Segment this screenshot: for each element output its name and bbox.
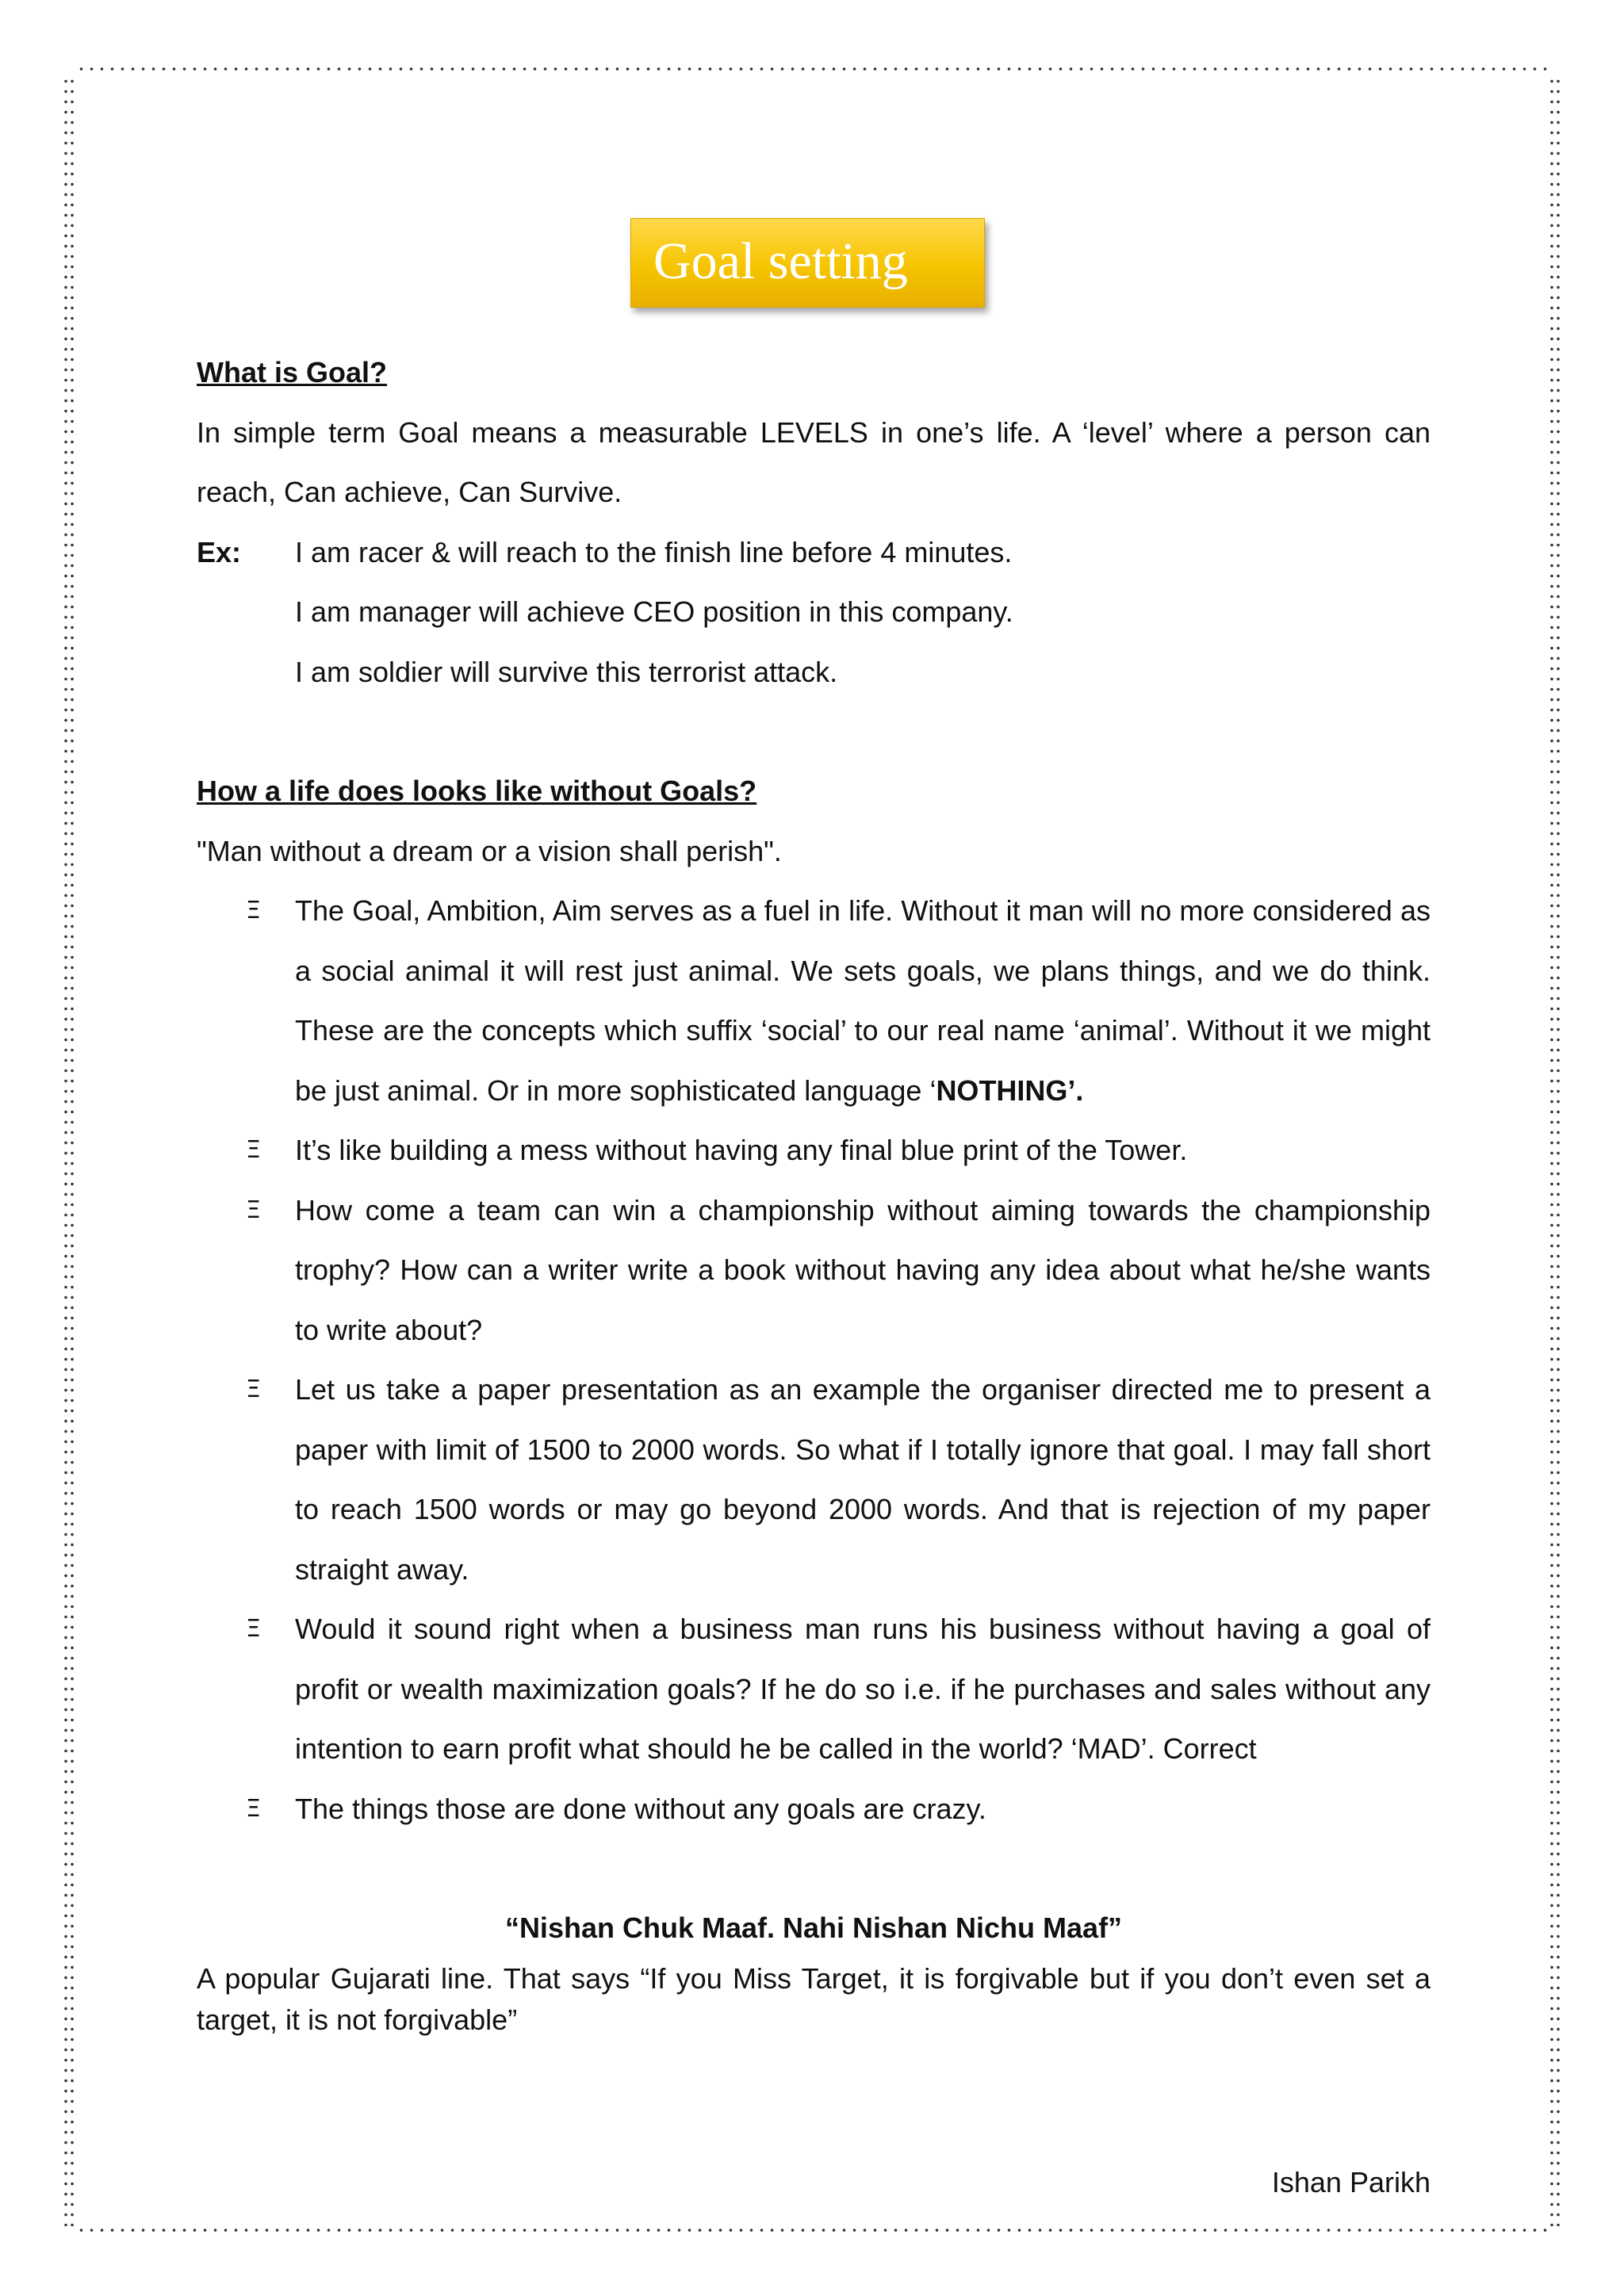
xi-bullet-icon: Ξ <box>246 1376 261 1403</box>
section-heading-life-without-goals: How a life does looks like without Goals? <box>197 775 757 807</box>
page-border-bottom <box>76 2226 1548 2234</box>
xi-bullet-icon: Ξ <box>246 897 261 924</box>
list-item-text: How come a team can win a championship without aiming towards the championship trophy? How can a writer write a book without having any idea about what he/she wants to write about? <box>295 1193 1431 1346</box>
list-item <box>197 1779 1431 1839</box>
xi-bullet-icon: Ξ <box>246 1196 261 1224</box>
list-item <box>197 1181 1431 1360</box>
xi-bullet-icon: Ξ <box>246 1794 261 1823</box>
section-heading-what-is-goal: What is Goal? <box>197 356 388 388</box>
list-item <box>197 1120 1431 1181</box>
page-border-left <box>63 76 75 2226</box>
list-item-text: It’s like building a mess without having any final blue print of the Tower. <box>295 1134 1188 1166</box>
document-body <box>197 206 1431 2041</box>
example-row <box>197 522 1431 583</box>
page-border-top <box>76 65 1548 73</box>
goal-definition: In simple term Goal means a measurable LEVELS in one’s life. A ‘level’ where a person can reach, Can achieve, Can Survive. <box>197 415 1431 508</box>
list-item-text: The things those are done without any goals are crazy. <box>295 1792 986 1825</box>
author-name: Ishan Parikh <box>1271 2166 1431 2198</box>
xi-bullet-icon: Ξ <box>246 1615 261 1643</box>
example-item: I am manager will achieve CEO position in this company. <box>295 595 1013 628</box>
page-border-right <box>1549 76 1561 2226</box>
gujarati-saying: “Nishan Chuk Maaf. Nahi Nishan Nichu Maaf” <box>504 1911 1123 1944</box>
xi-bullet-icon: Ξ <box>246 1136 261 1164</box>
list-item <box>197 1599 1431 1779</box>
emphasis-nothing: NOTHING’. <box>936 1073 1084 1107</box>
list-item-text: The Goal, Ambition, Aim serves as a fuel in life. Without it man will no more considered as a social animal it will rest just animal. We sets goals, we plans things, and we do think. These are the concepts which suffix ‘social’ to our real name ‘animal’. Without it we might be just animal. Or in more sophisticated language ‘NOTHING’. <box>295 894 1431 1107</box>
example-label: Ex: <box>197 535 242 568</box>
list-item <box>197 1360 1431 1599</box>
saying-explanation: A popular Gujarati line. That says “If you Miss Target, it is forgivable but if you don’t even set a target, it is not forgivable” <box>197 1961 1431 2036</box>
list-item-text: Would it sound right when a business man runs his business without having a goal of profit or wealth maximization goals? If he do so i.e. if he purchases and sales without any intention to earn profit what should he be called in the world? ‘MAD’. Correct <box>295 1613 1431 1765</box>
example-item: I am soldier will survive this terrorist attack. <box>295 655 838 688</box>
page-title: Goal setting <box>653 232 908 290</box>
vision-quote: "Man without a dream or a vision shall perish". <box>197 834 782 867</box>
list-item-text: Let us take a paper presentation as an example the organiser directed me to present a paper with limit of 1500 to 2000 words. So what if I totally ignore that goal. I may fall short to reach 1500 words or may go beyond 2000 words. And that is rejection of my paper straight away. <box>295 1373 1431 1586</box>
reasons-list <box>197 881 1431 1839</box>
example-item: I am racer & will reach to the finish line before 4 minutes. <box>295 535 1013 568</box>
list-item <box>197 881 1431 1120</box>
